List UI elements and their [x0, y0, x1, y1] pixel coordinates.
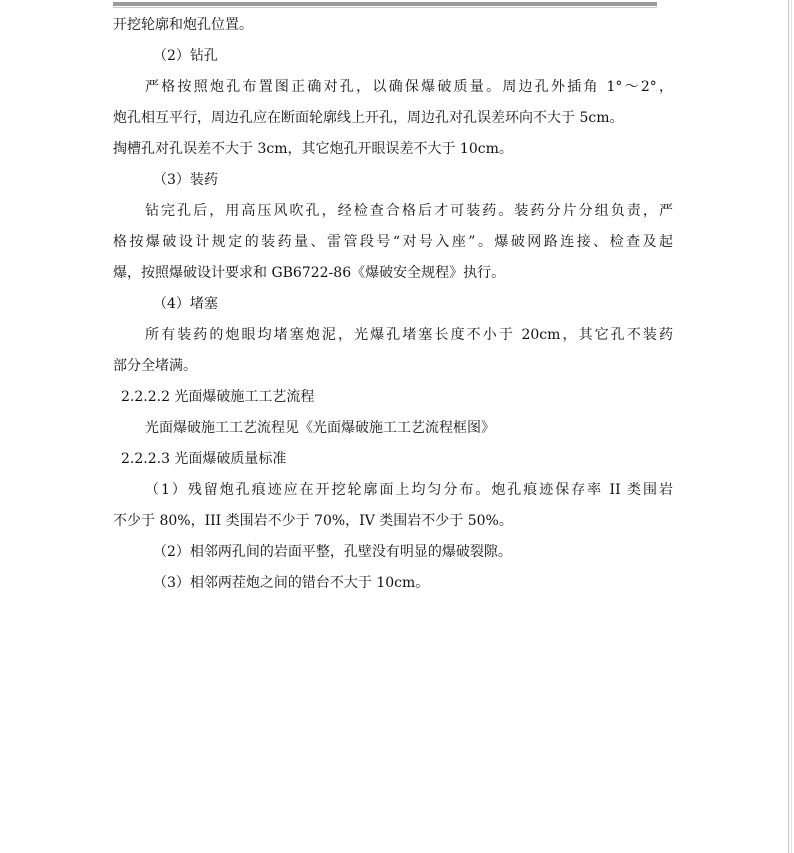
paragraph-line: 钻完孔后，用高压风吹孔，经检查合格后才可装药。装药分片分组负责，严	[145, 203, 673, 219]
paragraph-line: （2）相邻两孔间的岩面平整，孔壁没有明显的爆破裂隙。	[153, 544, 512, 560]
section-heading-stemming: （4）堵塞	[153, 296, 218, 312]
paragraph-line: 炮孔相互平行，周边孔应在断面轮廓线上开孔，周边孔对孔误差环向不大于 5cm。	[113, 110, 624, 126]
page-edge	[788, 0, 789, 853]
header-rule-thin	[113, 7, 657, 8]
section-heading-drilling: （2）钻孔	[153, 48, 218, 64]
document-body	[113, 10, 673, 599]
paragraph-line: （3）相邻两茬炮之间的错台不大于 10cm。	[153, 575, 430, 591]
subsection-heading-process: 2.2.2.2 光面爆破施工工艺流程	[121, 389, 315, 405]
paragraph-line: （1）残留炮孔痕迹应在开挖轮廓面上均匀分布。炮孔痕迹保存率 II 类围岩	[145, 482, 673, 498]
header-rule	[113, 2, 657, 6]
paragraph-line: 光面爆破施工工艺流程见《光面爆破施工工艺流程框图》	[145, 420, 495, 436]
paragraph-line: 不少于 80%，III 类围岩不少于 70%，IV 类围岩不少于 50%。	[113, 513, 513, 529]
paragraph-line: 掏槽孔对孔误差不大于 3cm，其它炮孔开眼误差不大于 10cm。	[113, 141, 513, 157]
paragraph-line: 所有装药的炮眼均堵塞炮泥，光爆孔堵塞长度不小于 20cm，其它孔不装药	[145, 327, 673, 343]
paragraph-line: 严格按照炮孔布置图正确对孔，以确保爆破质量。周边孔外插角 1°～2°，	[145, 79, 673, 95]
paragraph-line: 开挖轮廓和炮孔位置。	[113, 17, 253, 33]
section-heading-charging: （3）装药	[153, 172, 218, 188]
paragraph-line: 格按爆破设计规定的装药量、雷管段号“对号入座”。爆破网路连接、检查及起	[113, 234, 673, 250]
paragraph-line: 爆，按照爆破设计要求和 GB6722-86《爆破安全规程》执行。	[113, 265, 506, 281]
paragraph-line: 部分全堵满。	[113, 358, 197, 374]
subsection-heading-quality: 2.2.2.3 光面爆破质量标准	[121, 451, 287, 467]
page-edge-shadow	[791, 0, 792, 853]
